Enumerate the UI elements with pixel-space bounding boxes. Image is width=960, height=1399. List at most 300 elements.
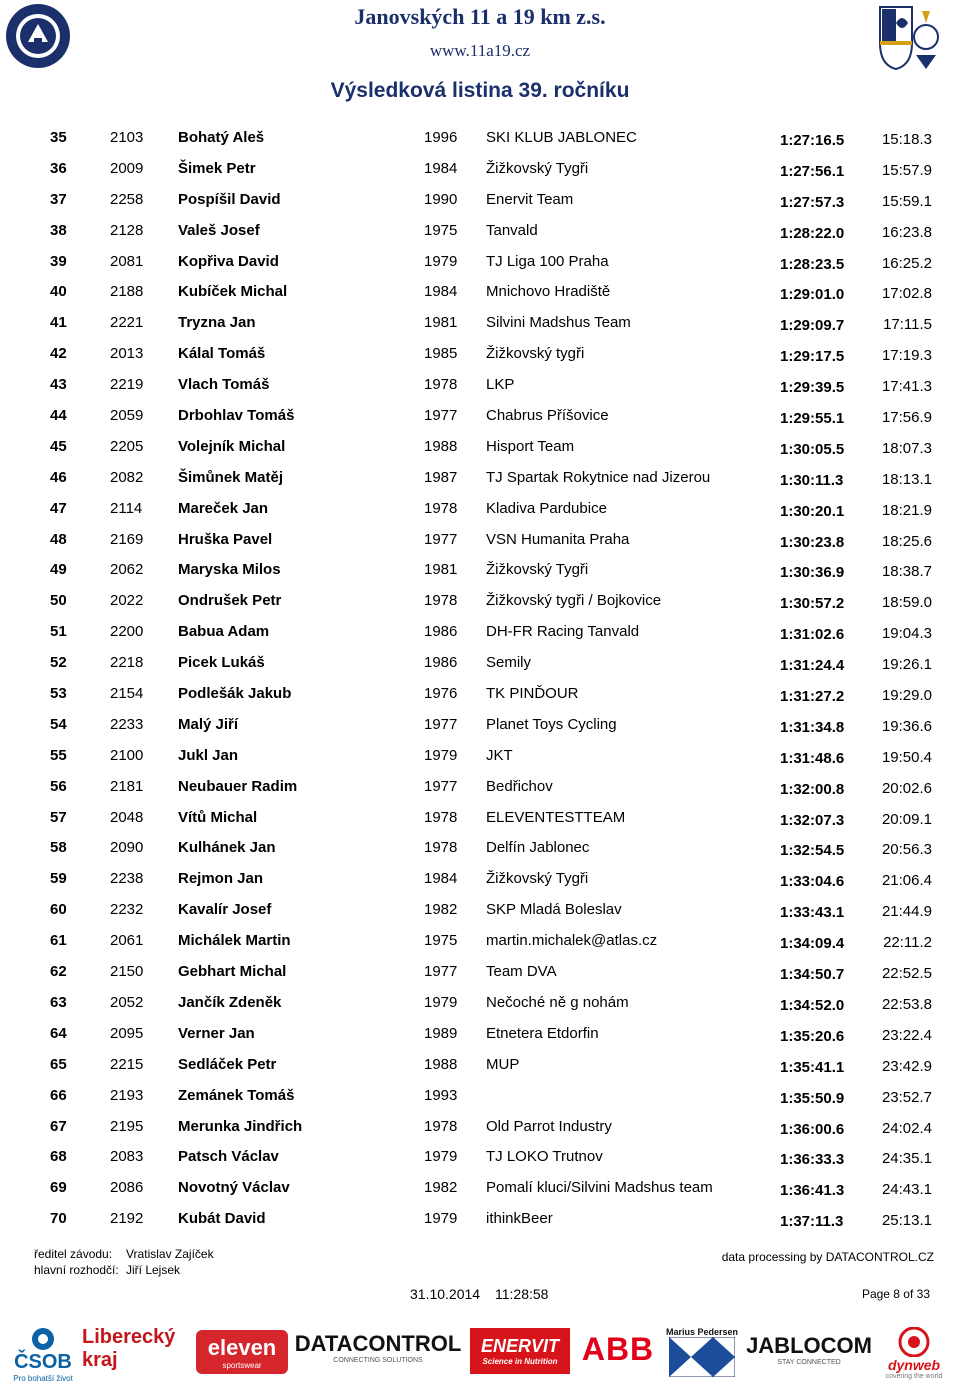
rank-cell: 69 xyxy=(50,1179,67,1197)
table-row xyxy=(0,184,960,215)
year-cell: 1978 xyxy=(424,376,458,394)
time-cell: 1:36:33.3 xyxy=(780,1151,845,1169)
bib-cell: 2188 xyxy=(110,283,144,301)
bib-cell: 2169 xyxy=(110,530,144,548)
year-cell: 1978 xyxy=(424,808,458,826)
rank-cell: 67 xyxy=(50,1117,67,1135)
name-cell: Valeš Josef xyxy=(178,221,260,239)
sponsor-bar xyxy=(0,1322,960,1392)
time-cell: 1:34:52.0 xyxy=(780,996,845,1014)
club-cell: SKP Mladá Boleslav xyxy=(486,901,622,919)
table-row xyxy=(0,987,960,1018)
table-row xyxy=(0,338,960,369)
bib-cell: 2086 xyxy=(110,1179,144,1197)
name-cell: Podlešák Jakub xyxy=(178,685,292,703)
name-cell: Rejmon Jan xyxy=(178,870,264,888)
club-cell: Silvini Madshus Team xyxy=(486,314,631,332)
table-row xyxy=(0,1172,960,1203)
name-cell: Zemánek Tomáš xyxy=(178,1086,295,1104)
rank-cell: 44 xyxy=(50,407,67,425)
bib-cell: 2128 xyxy=(110,221,144,239)
table-row xyxy=(0,276,960,307)
bib-cell: 2150 xyxy=(110,963,144,981)
time-cell: 1:31:34.8 xyxy=(780,718,845,736)
year-cell: 1986 xyxy=(424,654,458,672)
bib-cell: 2181 xyxy=(110,777,144,795)
bib-cell: 2059 xyxy=(110,407,144,425)
time-cell: 1:29:55.1 xyxy=(780,410,845,428)
table-row xyxy=(0,1018,960,1049)
club-cell: Team DVA xyxy=(486,963,557,981)
table-row xyxy=(0,462,960,493)
time-cell: 1:30:36.9 xyxy=(780,564,845,582)
table-row xyxy=(0,1141,960,1172)
gap-cell: 21:44.9 xyxy=(881,903,932,921)
table-row xyxy=(0,894,960,925)
rank-cell: 50 xyxy=(50,592,67,610)
dynweb-tagline: covering the world xyxy=(885,1372,943,1380)
table-row xyxy=(0,307,960,338)
gap-cell: 23:52.7 xyxy=(881,1088,932,1106)
rank-cell: 58 xyxy=(50,839,67,857)
name-cell: Neubauer Radim xyxy=(178,777,298,795)
rank-cell: 57 xyxy=(50,808,67,826)
time-cell: 1:37:11.3 xyxy=(780,1213,844,1231)
time-cell: 1:27:56.1 xyxy=(780,162,845,180)
name-cell: Hruška Pavel xyxy=(178,530,273,548)
name-cell: Picek Lukáš xyxy=(178,654,265,672)
year-cell: 1977 xyxy=(424,715,458,733)
year-cell: 1978 xyxy=(424,592,458,610)
bib-cell: 2114 xyxy=(110,499,143,517)
year-cell: 1979 xyxy=(424,1210,458,1228)
time-cell: 1:29:09.7 xyxy=(780,317,845,335)
table-row xyxy=(0,493,960,524)
datacontrol-tagline: CONNECTING SOLUTIONS xyxy=(333,1356,423,1364)
gap-cell: 15:59.1 xyxy=(881,192,932,210)
name-cell: Kálal Tomáš xyxy=(178,345,266,363)
year-cell: 1984 xyxy=(424,283,458,301)
referee-label: hlavní rozhodčí: xyxy=(34,1263,119,1277)
rank-cell: 51 xyxy=(50,623,67,641)
name-cell: Kopřiva David xyxy=(178,252,279,270)
year-cell: 1975 xyxy=(424,932,458,950)
table-row xyxy=(0,1111,960,1142)
time-cell: 1:29:01.0 xyxy=(780,286,845,304)
year-cell: 1979 xyxy=(424,746,458,764)
bib-cell: 2083 xyxy=(110,1148,144,1166)
bib-cell: 2061 xyxy=(110,932,144,950)
name-cell: Novotný Václav xyxy=(178,1179,290,1197)
enervit-tagline: Science in Nutrition xyxy=(482,1357,558,1366)
name-cell: Šimek Petr xyxy=(178,159,256,177)
year-cell: 1990 xyxy=(424,190,458,208)
table-row xyxy=(0,925,960,956)
club-cell: VSN Humanita Praha xyxy=(486,530,630,548)
name-cell: Drbohlav Tomáš xyxy=(178,407,295,425)
director-name: Vratislav Zajíček xyxy=(126,1247,214,1261)
bib-cell: 2062 xyxy=(110,561,144,579)
bib-cell: 2009 xyxy=(110,159,144,177)
rank-cell: 35 xyxy=(50,129,67,146)
year-cell: 1982 xyxy=(424,1179,458,1197)
liberec-line1: Liberecký xyxy=(82,1326,176,1348)
gap-cell: 18:25.6 xyxy=(881,532,932,550)
results-subtitle: Výsledková listina 39. ročníku xyxy=(330,79,630,102)
marius-name: Marius Pedersen xyxy=(665,1327,739,1337)
gap-cell: 16:25.2 xyxy=(881,254,932,272)
bib-cell: 2081 xyxy=(110,252,144,270)
club-cell: Kladiva Pardubice xyxy=(486,499,607,517)
name-cell: Kavalír Josef xyxy=(178,901,272,919)
club-cell: Žižkovský tygři / Bojkovice xyxy=(486,592,662,610)
gap-cell: 17:02.8 xyxy=(881,285,932,303)
bib-cell: 2205 xyxy=(110,437,144,455)
table-row xyxy=(0,709,960,740)
bib-cell: 2090 xyxy=(110,839,144,857)
datacontrol-logo xyxy=(292,1322,464,1372)
bib-cell: 2232 xyxy=(110,901,144,919)
time-cell: 1:27:57.3 xyxy=(780,193,845,211)
name-cell: Pospíšil David xyxy=(178,190,281,208)
bib-cell: 2103 xyxy=(110,129,144,146)
year-cell: 1979 xyxy=(424,1148,458,1166)
gap-cell: 17:41.3 xyxy=(881,378,932,396)
time-cell: 1:31:24.4 xyxy=(780,657,845,675)
gap-cell: 24:35.1 xyxy=(881,1150,932,1168)
time-cell: 1:35:50.9 xyxy=(780,1089,845,1107)
table-row xyxy=(0,832,960,863)
year-cell: 1982 xyxy=(424,901,458,919)
rank-cell: 56 xyxy=(50,777,67,795)
gap-cell: 15:18.3 xyxy=(881,131,932,148)
year-cell: 1988 xyxy=(424,1055,458,1073)
year-cell: 1978 xyxy=(424,839,458,857)
year-cell: 1984 xyxy=(424,159,458,177)
year-cell: 1977 xyxy=(424,777,458,795)
year-cell: 1978 xyxy=(424,1117,458,1135)
rank-cell: 62 xyxy=(50,963,67,981)
time-cell: 1:33:04.6 xyxy=(780,873,845,891)
gap-cell: 22:52.5 xyxy=(881,965,932,983)
club-cell: Tanvald xyxy=(486,221,538,239)
csob-logo xyxy=(8,1322,78,1388)
gap-cell: 19:36.6 xyxy=(881,717,932,735)
time-cell: 1:35:41.1 xyxy=(780,1058,845,1076)
name-cell: Jančík Zdeněk xyxy=(178,993,282,1011)
bib-cell: 2215 xyxy=(110,1055,144,1073)
bib-cell: 2192 xyxy=(110,1210,144,1228)
gap-cell: 19:50.4 xyxy=(881,748,932,766)
club-cell: TJ Liga 100 Praha xyxy=(486,252,609,270)
bib-cell: 2238 xyxy=(110,870,144,888)
table-row xyxy=(0,1049,960,1080)
gap-cell: 23:22.4 xyxy=(881,1026,932,1044)
eleven-logo xyxy=(196,1330,288,1374)
gap-cell: 24:02.4 xyxy=(881,1119,932,1137)
name-cell: Maryska Milos xyxy=(178,561,281,579)
table-row xyxy=(0,246,960,277)
jablocom-name: JABLOCOM xyxy=(746,1332,872,1358)
marius-pedersen-logo xyxy=(664,1322,740,1382)
bib-cell: 2048 xyxy=(110,808,144,826)
rank-cell: 45 xyxy=(50,437,67,455)
gap-cell: 20:02.6 xyxy=(881,779,932,797)
csob-tagline: Pro bohatší život xyxy=(13,1374,73,1383)
bib-cell: 2100 xyxy=(110,746,144,764)
table-row xyxy=(0,956,960,987)
name-cell: Jukl Jan xyxy=(178,746,239,764)
enervit-logo xyxy=(470,1328,570,1374)
gap-cell: 22:53.8 xyxy=(881,995,932,1013)
rank-cell: 41 xyxy=(50,314,67,332)
name-cell: Michálek Martin xyxy=(178,932,291,950)
jablocom-tagline: STAY CONNECTED xyxy=(777,1358,841,1366)
abb-logo xyxy=(578,1322,658,1376)
rank-cell: 42 xyxy=(50,345,67,363)
time-cell: 1:32:54.5 xyxy=(780,842,845,860)
table-row xyxy=(0,215,960,246)
table-row xyxy=(0,153,960,184)
time-cell: 1:30:23.8 xyxy=(780,533,845,551)
rank-cell: 36 xyxy=(50,159,67,177)
table-row xyxy=(0,122,960,153)
name-cell: Sedláček Petr xyxy=(178,1055,277,1073)
bib-cell: 2013 xyxy=(110,345,144,363)
table-row xyxy=(0,740,960,771)
year-cell: 1988 xyxy=(424,437,458,455)
name-cell: Kubát David xyxy=(178,1210,266,1228)
table-row xyxy=(0,554,960,585)
bib-cell: 2195 xyxy=(110,1117,144,1135)
bib-cell: 2200 xyxy=(110,623,144,641)
processing-credit: data processing by DATACONTROL.CZ xyxy=(721,1250,934,1264)
gap-cell: 22:11.2 xyxy=(883,934,932,952)
year-cell: 1993 xyxy=(424,1086,458,1104)
club-cell: TK PINĎOUR xyxy=(486,685,579,703)
year-cell: 1977 xyxy=(424,963,458,981)
club-cell: Semily xyxy=(486,654,532,672)
rank-cell: 47 xyxy=(50,499,67,517)
time-cell: 1:36:00.6 xyxy=(780,1120,845,1138)
year-cell: 1981 xyxy=(424,314,458,332)
gap-cell: 18:59.0 xyxy=(881,594,932,612)
table-row xyxy=(0,678,960,709)
datacontrol-name: DATACONTROL xyxy=(294,1330,462,1356)
year-cell: 1984 xyxy=(424,870,458,888)
name-cell: Volejník Michal xyxy=(178,437,286,455)
gap-cell: 21:06.4 xyxy=(881,872,932,890)
rank-cell: 70 xyxy=(50,1210,67,1228)
time-cell: 1:29:39.5 xyxy=(780,379,845,397)
rank-cell: 43 xyxy=(50,376,67,394)
club-cell: martin.michalek@atlas.cz xyxy=(486,932,658,950)
gap-cell: 23:42.9 xyxy=(881,1057,932,1075)
club-cell: Mnichovo Hradiště xyxy=(486,283,611,301)
club-cell: Planet Toys Cycling xyxy=(486,715,617,733)
name-cell: Kulhánek Jan xyxy=(178,839,276,857)
time-cell: 1:30:57.2 xyxy=(780,595,845,613)
enervit-name: ENERVIT xyxy=(480,1336,559,1356)
gap-cell: 17:19.3 xyxy=(881,347,932,365)
table-row xyxy=(0,863,960,894)
table-row xyxy=(0,771,960,802)
name-cell: Patsch Václav xyxy=(178,1148,279,1166)
year-cell: 1985 xyxy=(424,345,458,363)
time-cell: 1:34:50.7 xyxy=(780,966,845,984)
name-cell: Vítů Michal xyxy=(178,808,258,826)
club-cell: Old Parrot Industry xyxy=(486,1117,612,1135)
bib-cell: 2193 xyxy=(110,1086,144,1104)
time-cell: 1:30:05.5 xyxy=(780,440,845,458)
gap-cell: 24:43.1 xyxy=(881,1181,932,1199)
time-cell: 1:31:48.6 xyxy=(780,749,845,767)
rank-cell: 59 xyxy=(50,870,67,888)
club-cell: JKT xyxy=(486,746,513,764)
name-cell: Malý Jiří xyxy=(178,715,239,733)
club-cell: LKP xyxy=(486,376,515,394)
name-cell: Ondrušek Petr xyxy=(178,592,282,610)
year-cell: 1978 xyxy=(424,499,458,517)
year-cell: 1975 xyxy=(424,221,458,239)
time-cell: 1:28:23.5 xyxy=(780,255,845,273)
jablocom-logo xyxy=(748,1322,870,1376)
club-cell: MUP xyxy=(486,1055,520,1073)
rank-cell: 66 xyxy=(50,1086,67,1104)
table-row xyxy=(0,431,960,462)
director-label: ředitel závodu: xyxy=(34,1247,113,1261)
gap-cell: 18:13.1 xyxy=(881,470,932,488)
rank-cell: 40 xyxy=(50,283,67,301)
name-cell: Gebhart Michal xyxy=(178,963,287,981)
time-cell: 1:30:11.3 xyxy=(780,471,844,489)
table-row xyxy=(0,524,960,555)
referee-name: Jiří Lejsek xyxy=(126,1263,181,1277)
club-cell: Enervit Team xyxy=(486,190,574,208)
year-cell: 1989 xyxy=(424,1024,458,1042)
header-title: Janovských 11 a 19 km z.s. xyxy=(354,4,606,29)
gap-cell: 20:56.3 xyxy=(881,841,932,859)
gap-cell: 19:29.0 xyxy=(881,687,932,705)
name-cell: Mareček Jan xyxy=(178,499,269,517)
rank-cell: 49 xyxy=(50,561,67,579)
gap-cell: 18:21.9 xyxy=(881,501,932,519)
rank-cell: 46 xyxy=(50,468,67,486)
rank-cell: 38 xyxy=(50,221,67,239)
rank-cell: 53 xyxy=(50,685,67,703)
rank-cell: 54 xyxy=(50,715,67,733)
name-cell: Verner Jan xyxy=(178,1024,255,1042)
gap-cell: 17:56.9 xyxy=(881,409,932,427)
year-cell: 1976 xyxy=(424,685,458,703)
year-cell: 1987 xyxy=(424,468,458,486)
club-cell: Bedřichov xyxy=(486,777,553,795)
club-cell: Pomalí kluci/Silvini Madshus team xyxy=(486,1179,713,1197)
gap-cell: 19:04.3 xyxy=(881,625,932,643)
bib-cell: 2082 xyxy=(110,468,144,486)
gap-cell: 16:23.8 xyxy=(881,223,932,241)
table-row xyxy=(0,585,960,616)
name-cell: Tryzna Jan xyxy=(178,314,256,332)
table-row xyxy=(0,400,960,431)
liberec-line2: kraj xyxy=(82,1349,118,1371)
year-cell: 1996 xyxy=(424,129,458,146)
eleven-name: eleven xyxy=(207,1334,277,1360)
rank-cell: 64 xyxy=(50,1024,67,1042)
club-cell: Žižkovský Tygři xyxy=(486,561,589,579)
page-number: Page 8 of 33 xyxy=(861,1287,930,1301)
club-cell: Hisport Team xyxy=(486,437,575,455)
time-cell: 1:28:22.0 xyxy=(780,224,845,242)
club-cell: Nečoché ně g nohám xyxy=(486,993,629,1011)
club-cell: Žižkovský Tygři xyxy=(486,870,589,888)
header-url[interactable]: www.11a19.cz xyxy=(429,41,531,60)
year-cell: 1986 xyxy=(424,623,458,641)
time-cell: 1:29:17.5 xyxy=(780,348,845,366)
time-cell: 1:31:27.2 xyxy=(780,688,845,706)
time-cell: 1:32:07.3 xyxy=(780,811,845,829)
name-cell: Šimůnek Matěj xyxy=(178,468,284,486)
year-cell: 1979 xyxy=(424,993,458,1011)
gap-cell: 17:11.5 xyxy=(883,316,932,334)
results-table xyxy=(0,122,960,1234)
bib-cell: 2052 xyxy=(110,993,144,1011)
gap-cell: 18:07.3 xyxy=(881,439,932,457)
rank-cell: 52 xyxy=(50,654,67,672)
club-cell: Žižkovský tygři xyxy=(486,345,585,363)
liberecky-kraj-logo xyxy=(82,1322,192,1376)
rank-cell: 63 xyxy=(50,993,67,1011)
gap-cell: 20:09.1 xyxy=(881,810,932,828)
eleven-tagline: sportswear xyxy=(222,1360,262,1370)
rank-cell: 55 xyxy=(50,746,67,764)
table-row xyxy=(0,802,960,833)
gap-cell: 25:13.1 xyxy=(881,1212,932,1230)
club-cell: TJ Spartak Rokytnice nad Jizerou xyxy=(486,468,711,486)
bib-cell: 2258 xyxy=(110,190,144,208)
print-date: 31.10.2014 xyxy=(410,1286,481,1302)
bib-cell: 2022 xyxy=(110,592,144,610)
rank-cell: 68 xyxy=(50,1148,67,1166)
table-row xyxy=(0,1203,960,1234)
time-cell: 1:36:41.3 xyxy=(780,1182,845,1200)
table-row xyxy=(0,647,960,678)
year-cell: 1977 xyxy=(424,407,458,425)
bib-cell: 2233 xyxy=(110,715,144,733)
time-cell: 1:31:02.6 xyxy=(780,626,845,644)
rank-cell: 61 xyxy=(50,932,67,950)
club-cell: TJ LOKO Trutnov xyxy=(486,1148,603,1166)
table-row xyxy=(0,369,960,400)
time-cell: 1:27:16.5 xyxy=(780,132,845,149)
name-cell: Vlach Tomáš xyxy=(178,376,270,394)
dynweb-name: dynweb xyxy=(887,1356,941,1373)
table-row xyxy=(0,1080,960,1111)
club-cell: Etnetera Etdorfin xyxy=(486,1024,599,1042)
time-cell: 1:32:00.8 xyxy=(780,780,845,798)
gap-cell: 15:57.9 xyxy=(881,161,932,179)
name-cell: Kubíček Michal xyxy=(178,283,288,301)
club-cell: Delfín Jablonec xyxy=(486,839,590,857)
year-cell: 1977 xyxy=(424,530,458,548)
club-cell: ithinkBeer xyxy=(486,1210,553,1228)
bib-cell: 2219 xyxy=(110,376,144,394)
gap-cell: 18:38.7 xyxy=(881,563,932,581)
year-cell: 1981 xyxy=(424,561,458,579)
time-cell: 1:33:43.1 xyxy=(780,904,845,922)
rank-cell: 60 xyxy=(50,901,67,919)
bib-cell: 2221 xyxy=(110,314,144,332)
